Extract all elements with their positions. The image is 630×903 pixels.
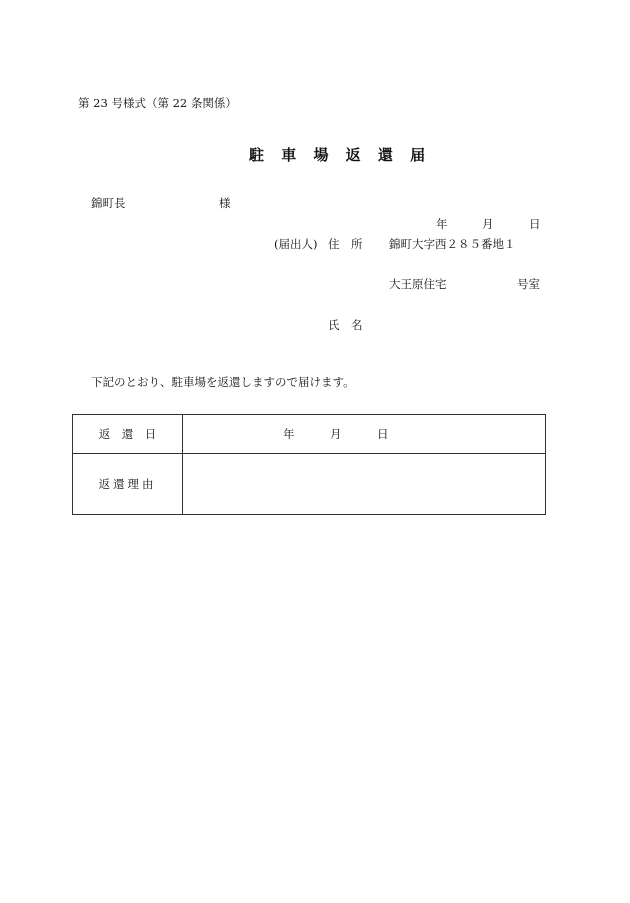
return-reason-row xyxy=(73,454,546,515)
return-date-label: 返 還 日 xyxy=(73,415,183,454)
applicant-label: (届出人) xyxy=(274,237,318,251)
form-number: 第 23 号様式（第 22 条関係） xyxy=(78,96,237,110)
return-details-table xyxy=(72,414,546,515)
return-date-row xyxy=(73,415,546,454)
return-date-day: 日 xyxy=(377,427,389,441)
return-reason-label: 返還理由 xyxy=(73,454,183,515)
return-date-month: 月 xyxy=(330,427,342,441)
date-day-label: 日 xyxy=(529,217,541,231)
page-title: 駐 車 場 返 還 届 xyxy=(249,146,432,164)
date-year-label: 年 xyxy=(436,217,448,231)
building-name: 大王原住宅 xyxy=(389,277,447,291)
address-value: 錦町大字西２８５番地１ xyxy=(389,237,516,251)
name-label: 氏 名 xyxy=(328,318,363,332)
room-label: 号室 xyxy=(517,277,540,291)
address-label: 住 所 xyxy=(328,237,363,251)
addressee-name: 錦町長 xyxy=(91,196,126,210)
return-date-year: 年 xyxy=(283,427,295,441)
date-month-label: 月 xyxy=(482,217,494,231)
addressee-honorific: 様 xyxy=(219,196,231,210)
return-date-field[interactable] xyxy=(183,415,546,454)
return-reason-field[interactable] xyxy=(183,454,546,515)
body-text: 下記のとおり、駐車場を返還しますので届けます。 xyxy=(91,375,355,389)
